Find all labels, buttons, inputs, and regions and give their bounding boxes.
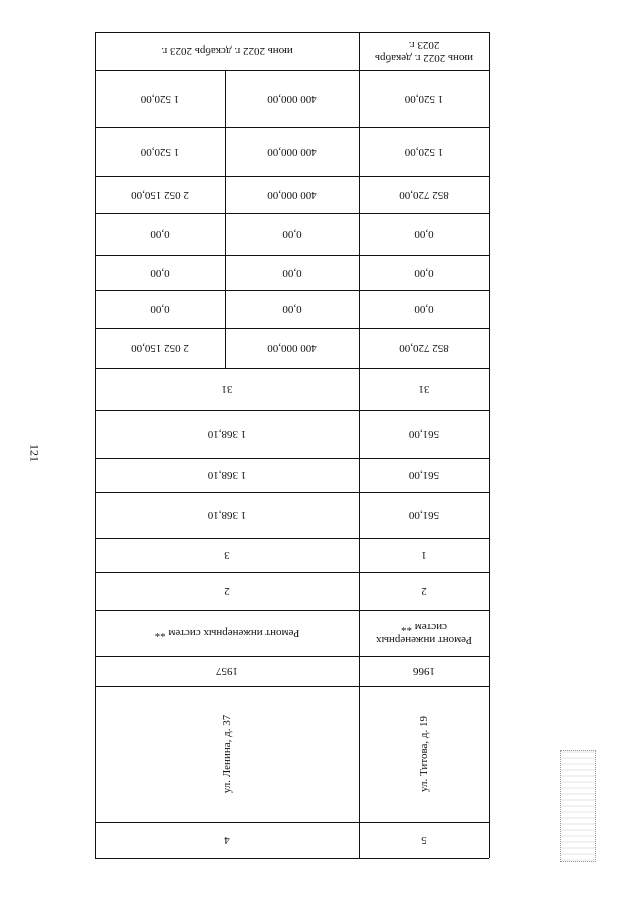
table-cell: 852 720,00 xyxy=(399,188,449,201)
table-cell: 2 052 150,00 xyxy=(131,188,189,201)
table-cell: 852 720,00 xyxy=(399,342,449,355)
table-cell: 0,00 xyxy=(282,266,302,279)
table-cell: 400 000,00 xyxy=(267,342,317,355)
table-cell: 31 xyxy=(221,383,233,396)
table-cell: Ремонт инженерных систем ** xyxy=(154,627,300,640)
table-cell: 31 xyxy=(418,383,430,396)
table-cell: 3 xyxy=(224,549,230,562)
table-cell: ул. Титова, д. 19 xyxy=(417,715,430,793)
table-cell: 1 520,00 xyxy=(140,145,180,158)
table-cell: 1957 xyxy=(216,665,238,678)
table-cell: 0,00 xyxy=(414,228,434,241)
table-cell: 0,00 xyxy=(150,266,170,279)
table-cell: 2 xyxy=(421,585,427,598)
table-cell: 2 xyxy=(224,585,230,598)
table-cell: 1 368,10 xyxy=(207,469,247,482)
table-cell: 1 xyxy=(421,549,427,562)
table-cell: 1 520,00 xyxy=(404,145,444,158)
row-border xyxy=(95,858,489,859)
table-cell: Ремонт инженерных систем ** xyxy=(376,621,472,646)
table-cell: 5 xyxy=(421,834,427,847)
table-cell: 0,00 xyxy=(414,266,434,279)
table-cell: ул. Ленина, д. 37 xyxy=(220,714,233,794)
page-number: 121 xyxy=(27,444,42,462)
table-cell: 2 052 150,00 xyxy=(131,342,189,355)
table-cell: июнь 2022 г. дскабрь 2023 г. xyxy=(161,45,293,58)
table-cell: 400 000,00 xyxy=(267,92,317,105)
table-cell: 0,00 xyxy=(282,228,302,241)
table-cell: 1 520,00 xyxy=(404,92,444,105)
column-border xyxy=(489,32,490,858)
table-cell: 0,00 xyxy=(150,228,170,241)
table-cell: 561,00 xyxy=(408,469,440,482)
table-cell: июнь 2022 г. декабрь 2023 г. xyxy=(375,39,473,64)
table-cell: 400 000,00 xyxy=(267,188,317,201)
table-cell: 4 xyxy=(224,834,230,847)
table-cell: 0,00 xyxy=(150,303,170,316)
table-cell: 561,00 xyxy=(408,509,440,522)
table-cell: 0,00 xyxy=(414,303,434,316)
stamp-mark xyxy=(560,750,596,862)
table-cell: 561,00 xyxy=(408,428,440,441)
table-cell: 1 520,00 xyxy=(140,92,180,105)
table-cell: 1 368,10 xyxy=(207,428,247,441)
table-cell: 400 000,00 xyxy=(267,145,317,158)
table-cell: 1 368,10 xyxy=(207,509,247,522)
table-cell: 0,00 xyxy=(282,303,302,316)
table-cell: 1966 xyxy=(413,665,435,678)
